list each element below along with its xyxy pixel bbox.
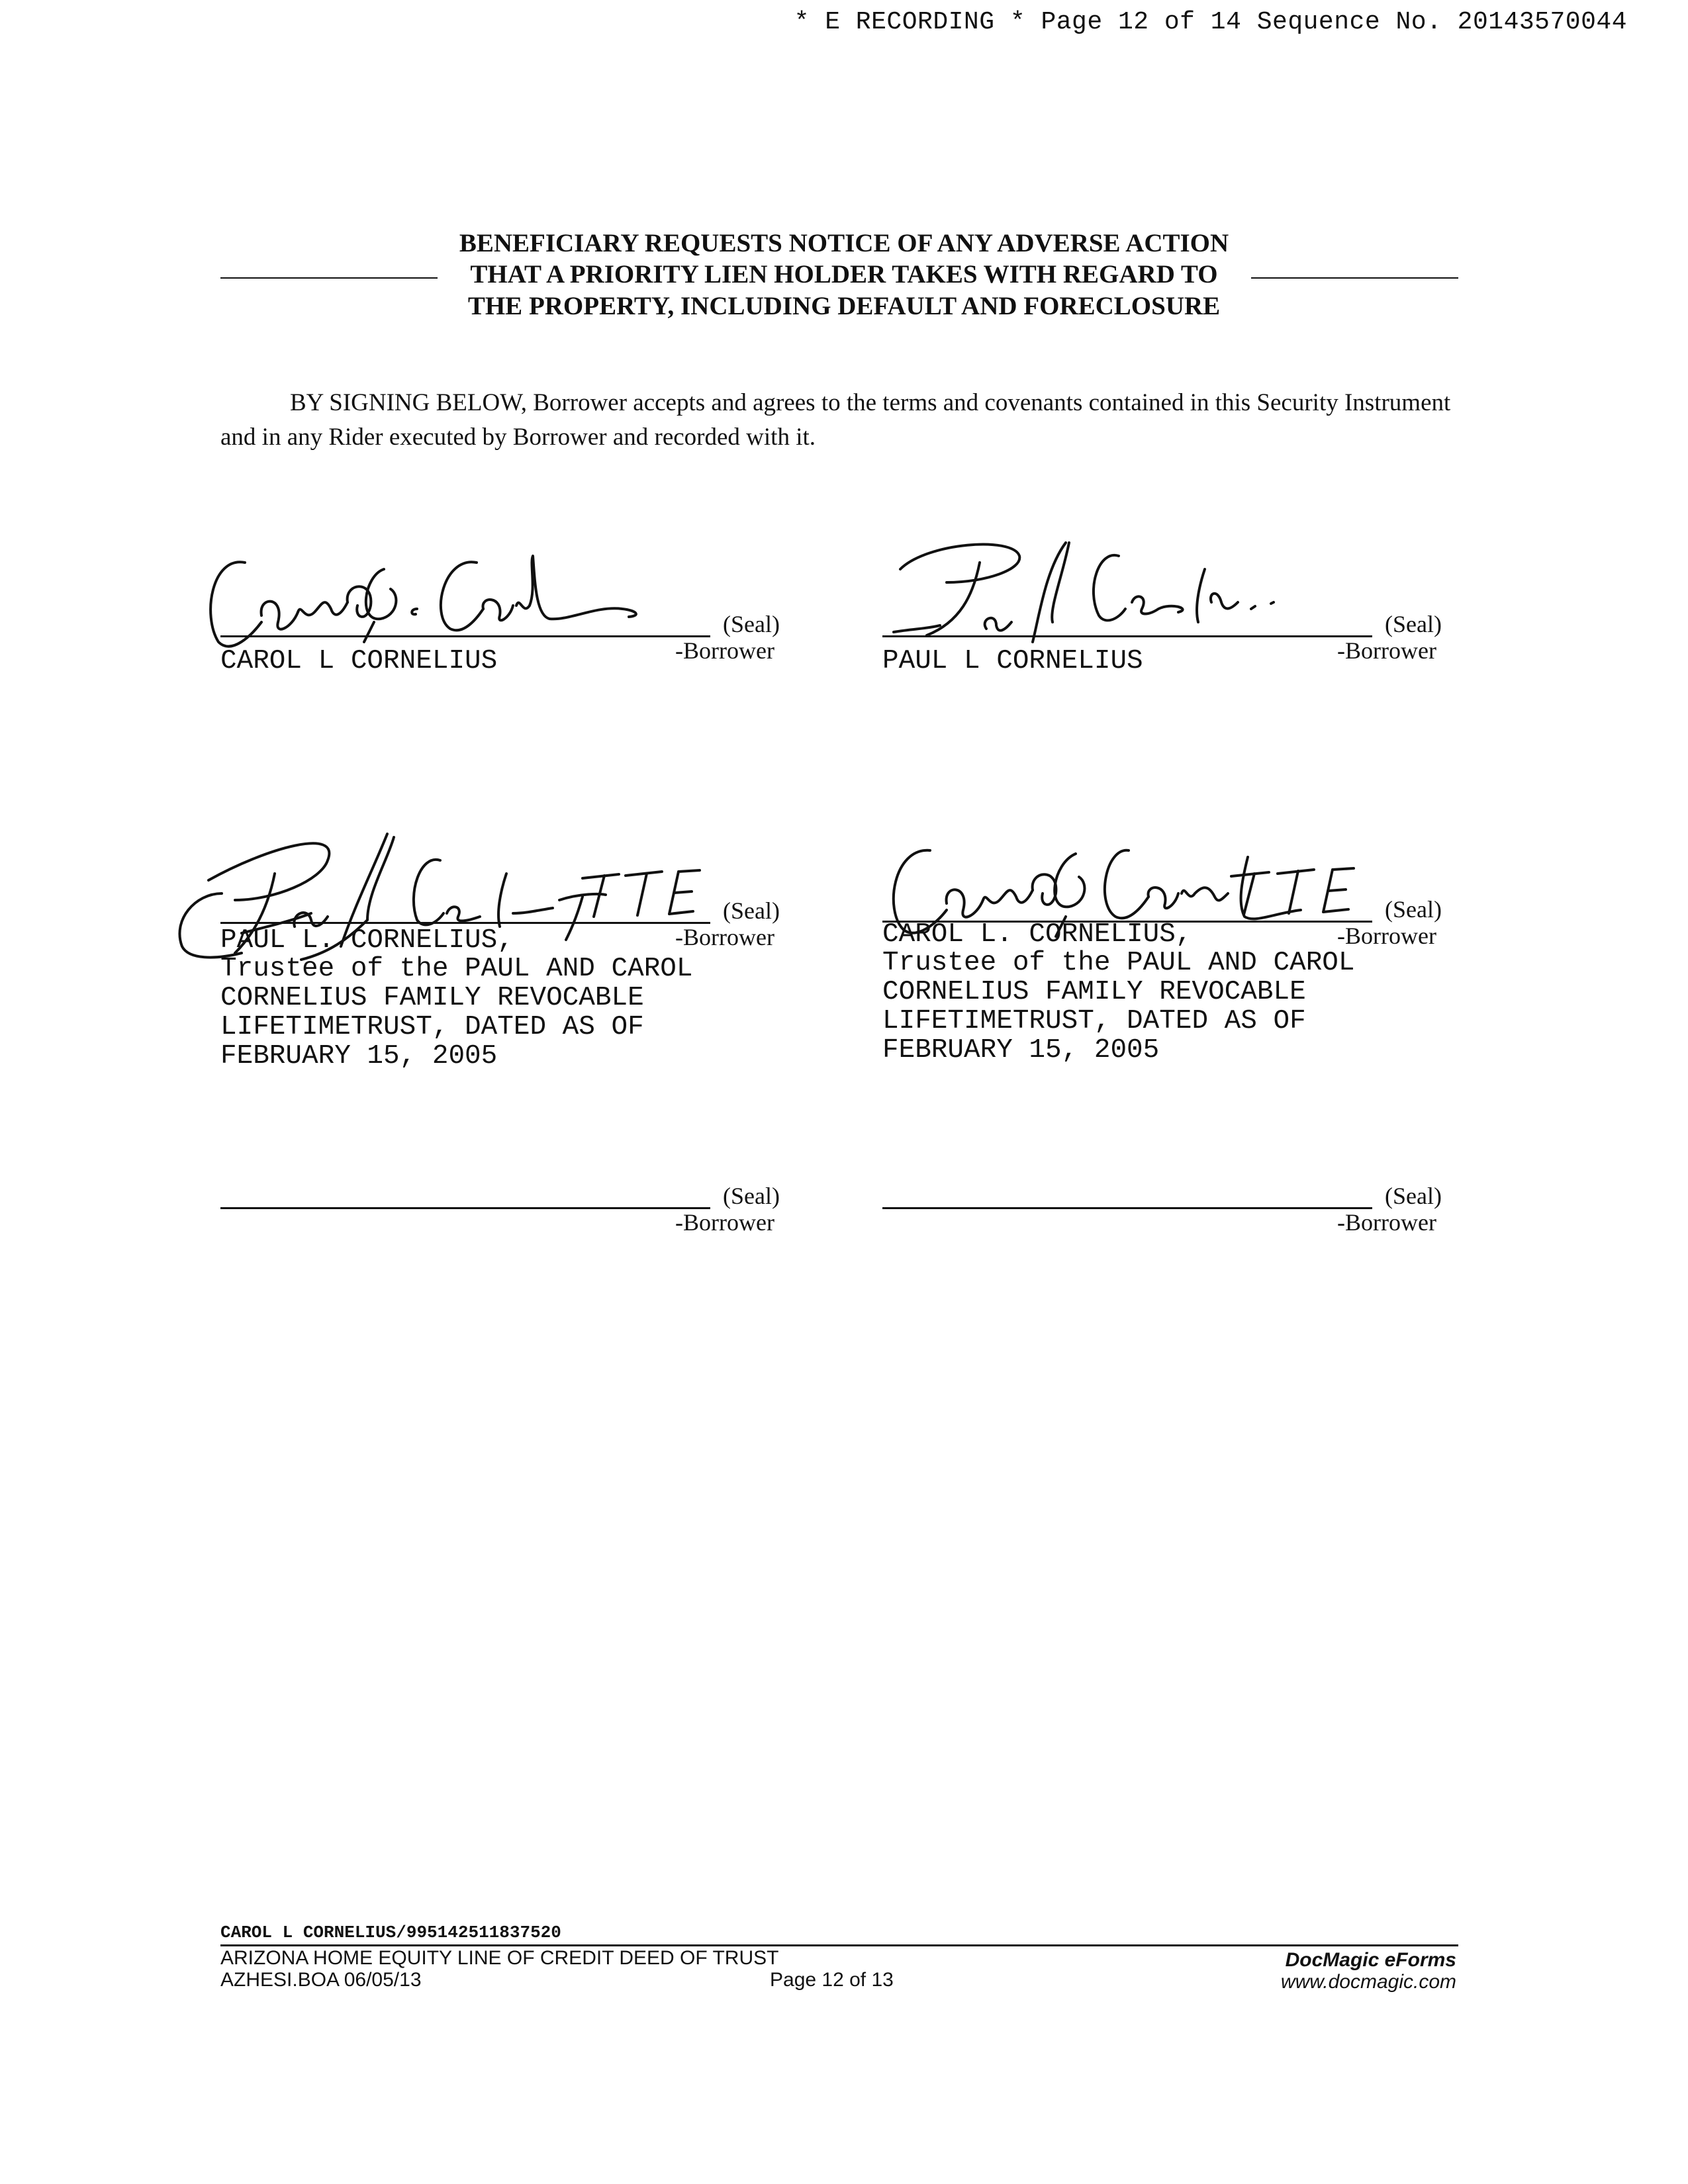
borrower-label: -Borrower (675, 1209, 774, 1236)
svg-text:TTE: TTE (1228, 860, 1229, 861)
footer-form-title: ARIZONA HOME EQUITY LINE OF CREDIT DEED OF TRUST (220, 1947, 779, 1969)
notice-rule-right (1251, 277, 1458, 279)
notice-line-2: THAT A PRIORITY LIEN HOLDER TAKES WITH REGARD TO (470, 260, 1218, 289)
signer-name: PAUL L CORNELIUS (882, 646, 1143, 676)
footer-brand-logo: DocMagic eForms (1285, 1949, 1456, 1971)
signature-line (220, 922, 710, 924)
handwritten-tte-left (579, 864, 712, 930)
handwritten-tte-right (1228, 860, 1367, 927)
signature-line (882, 635, 1372, 637)
footer-page-number: Page 12 of 13 (770, 1969, 894, 1991)
footer-borrower-id: CAROL L CORNELIUS/995142511837520 (220, 1923, 561, 1942)
trustee-description: Trustee of the PAUL AND CAROL CORNELIUS FAMILY REVOCABLE LIFETIMETRUST, DATED AS OF FEBRUARY 15, 2005 (220, 954, 693, 1071)
footer-form-code: AZHESI.BOA 06/05/13 (220, 1969, 422, 1991)
signature-line (220, 635, 710, 637)
seal-label: (Seal) (1385, 1183, 1442, 1209)
seal-label: (Seal) (723, 611, 780, 637)
signer-name: CAROL L CORNELIUS (220, 646, 498, 676)
borrower-label: -Borrower (1337, 637, 1436, 664)
signer-name: CAROL L. CORNELIUS, (882, 919, 1192, 950)
signature-carol-image (199, 543, 662, 659)
signature-line-blank (220, 1207, 710, 1209)
seal-label: (Seal) (1385, 896, 1442, 923)
borrower-label: -Borrower (1337, 1209, 1436, 1236)
notice-line-1: BENEFICIARY REQUESTS NOTICE OF ANY ADVERSE ACTION (459, 229, 1229, 257)
borrower-label: -Borrower (675, 637, 774, 664)
trustee-description: Trustee of the PAUL AND CAROL CORNELIUS FAMILY REVOCABLE LIFETIMETRUST, DATED AS OF FEBRUARY 15, 2005 (882, 948, 1355, 1066)
borrower-label: -Borrower (1337, 923, 1436, 949)
notice-line-3: THE PROPERTY, INCLUDING DEFAULT AND FORECLOSURE (467, 292, 1221, 320)
borrower-label: -Borrower (675, 924, 774, 950)
seal-label: (Seal) (723, 1183, 780, 1209)
footer-rule (220, 1944, 1458, 1946)
signer-name: PAUL L. CORNELIUS, (220, 925, 514, 956)
signature-line-blank (882, 1207, 1372, 1209)
footer-url: www.docmagic.com (1280, 1971, 1456, 1993)
notice-rule-left (220, 277, 438, 279)
recording-header: * E RECORDING * Page 12 of 14 Sequence No. 20143570044 (794, 8, 1627, 36)
intro-paragraph: BY SIGNING BELOW, Borrower accepts and agrees to the terms and covenants contained in this Security Instrument and in any Rider executed by Borrower and recorded with it. (220, 389, 1451, 451)
signature-paul-image (887, 529, 1350, 659)
seal-label: (Seal) (723, 897, 780, 924)
seal-label: (Seal) (1385, 611, 1442, 637)
